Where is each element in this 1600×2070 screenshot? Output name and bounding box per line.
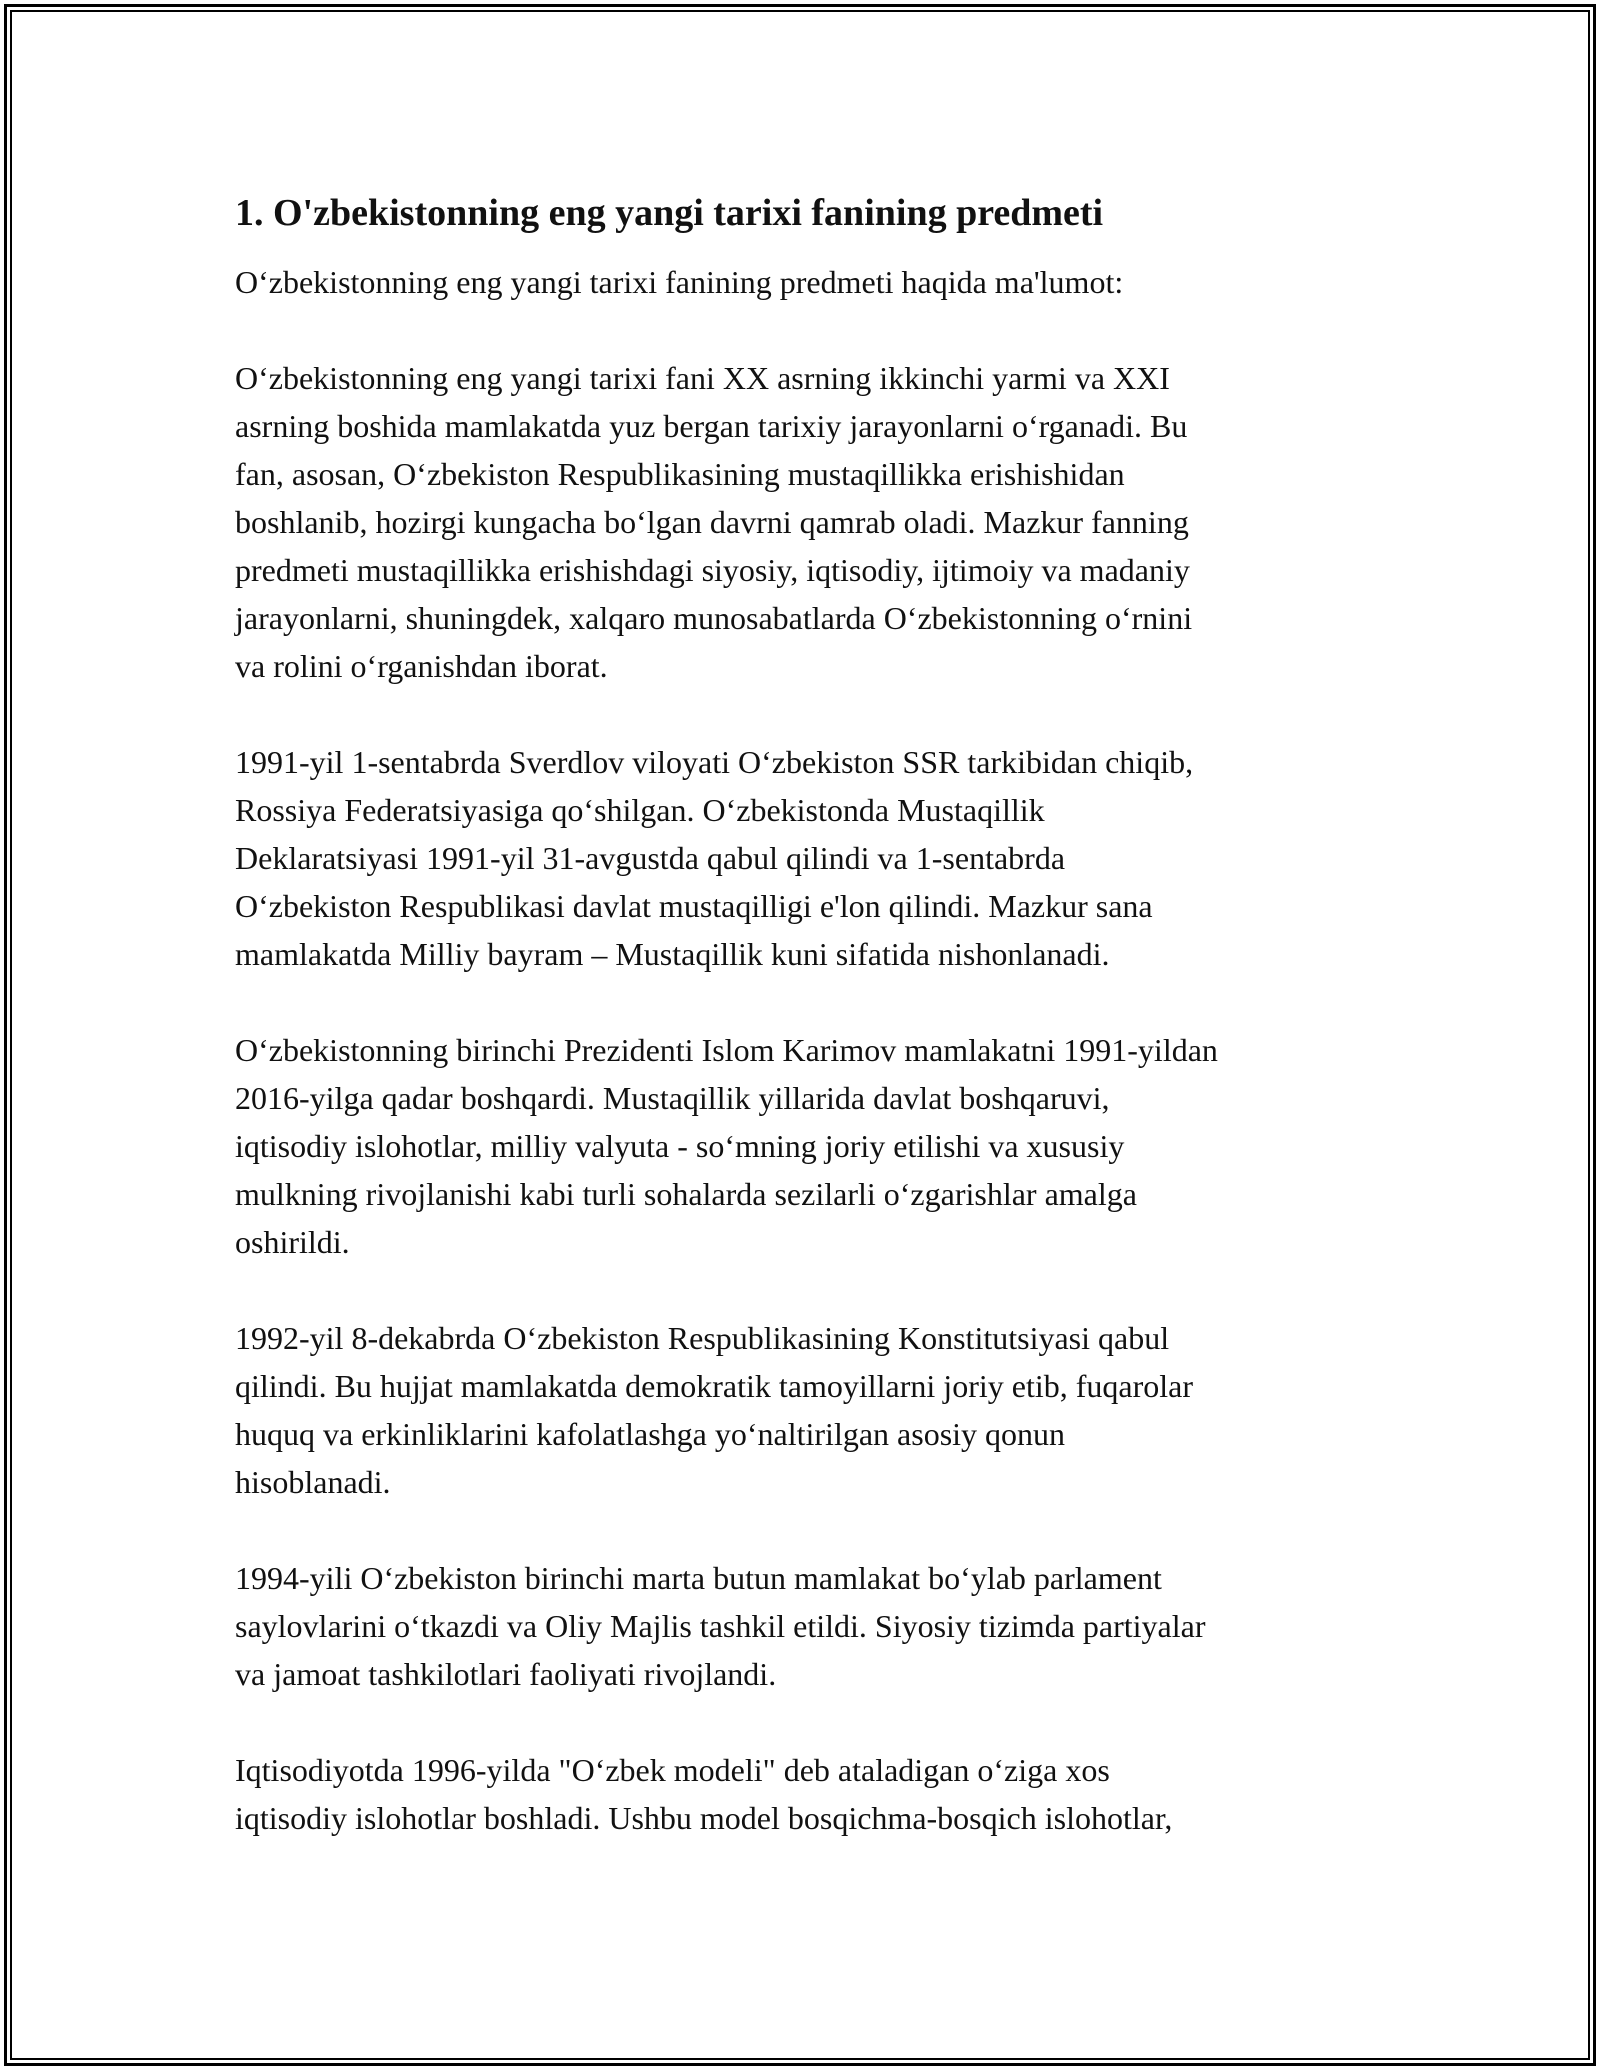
paragraph-president: O‘zbekistonning birinchi Prezidenti Islom Karimov mamlakatni 1991-yildan 2016-yilga qadar boshqardi. Mustaqillik yillarida davlat boshqaruvi, iqtisodiy islohotlar, milliy valyuta - so‘mning joriy etilishi va xususiy mulkning rivojlanishi kabi turli sohalarda sezilarli o‘zgarishlar amalga oshirildi.: [235, 1032, 1218, 1260]
paragraph-economy: Iqtisodiyotda 1996-yilda "O‘zbek modeli" deb ataladigan o‘ziga xos iqtisodiy islohotlar boshladi. Ushbu model bosqichma-bosqich islohotlar,: [235, 1752, 1173, 1836]
paragraph-subject: O‘zbekistonning eng yangi tarixi fani XX asrning ikkinchi yarmi va XXI asrning boshida mamlakatda yuz bergan tarixiy jarayonlarni o‘rganadi. Bu fan, asosan, O‘zbekiston Respublikasining mustaqillikka erishishidan boshlanib, hozirgi kungacha bo‘lgan davrni qamrab oladi. Mazkur fanning predmeti mustaqillikka erishishdagi siyosiy, iqtisodiy, ijtimoiy va madaniy jarayonlarni, shuningdek, xalqaro munosabatlarda O‘zbekistonning o‘rnini va rolini o‘rganishdan iborat.: [235, 360, 1193, 684]
paragraph-parliament: 1994-yili O‘zbekiston birinchi marta butun mamlakat bo‘ylab parlament saylovlarini o‘tkazdi va Oliy Majlis tashkil etildi. Siyosiy tizimda partiyalar va jamoat tashkilotlari faoliyati rivojlandi.: [235, 1560, 1206, 1692]
intro-paragraph: O‘zbekistonning eng yangi tarixi fanining predmeti haqida ma'lumot:: [235, 264, 1124, 300]
document-title: 1. O'zbekistonning eng yangi tarixi fanining predmeti: [235, 192, 1104, 234]
paragraph-constitution: 1992-yil 8-dekabrda O‘zbekiston Respublikasining Konstitutsiyasi qabul qilindi. Bu hujjat mamlakatda demokratik tamoyillarni joriy etib, fuqarolar huquq va erkinliklarini kafolatlashga yo‘naltirilgan asosiy qonun hisoblanadi.: [235, 1320, 1193, 1500]
paragraph-independence: 1991-yil 1-sentabrda Sverdlov viloyati O‘zbekiston SSR tarkibidan chiqib, Rossiya Federatsiyasiga qo‘shilgan. O‘zbekistonda Mustaqillik Deklaratsiyasi 1991-yil 31-avgustda qabul qilindi va 1-sentabrda O‘zbekiston Respublikasi davlat mustaqilligi e'lon qilindi. Mazkur sana mamlakatda Milliy bayram – Mustaqillik kuni sifatida nishonlanadi.: [235, 744, 1194, 972]
document-body: [235, 186, 1370, 1890]
